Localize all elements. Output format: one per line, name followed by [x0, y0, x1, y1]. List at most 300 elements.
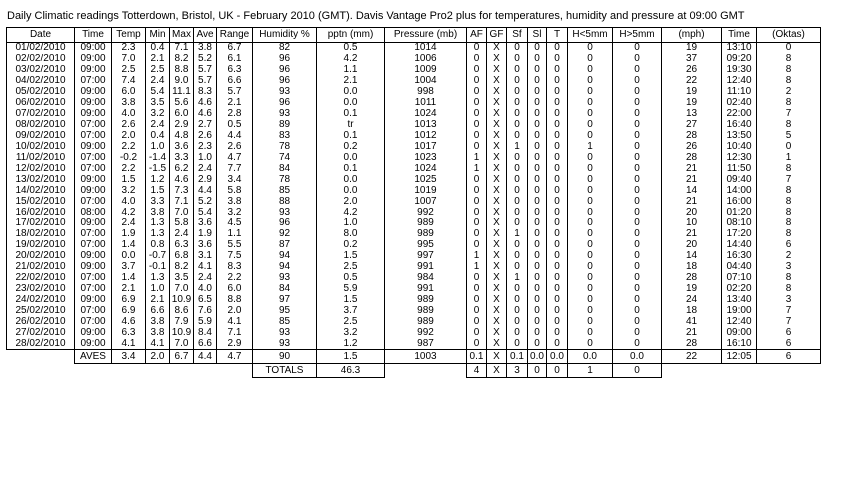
cell-af: 0	[467, 240, 487, 251]
average-ave: 4.4	[194, 350, 217, 364]
table-row	[7, 131, 821, 142]
cell-gust-time: 12:40	[722, 316, 757, 327]
totals-blank	[112, 364, 146, 378]
cell-ave: 3.6	[194, 240, 217, 251]
cell-h-lt5: 0	[568, 54, 613, 65]
cell-max-gust: 19	[662, 284, 722, 295]
total-sf: 3	[507, 364, 528, 378]
cell-cloud-cover: 7	[757, 109, 821, 120]
cell-gust-time: 09:40	[722, 174, 757, 185]
cell-humidity: 93	[253, 207, 317, 218]
cell-t: 0	[547, 338, 568, 349]
cell-gf: X	[487, 306, 507, 317]
cell-ave: 4.6	[194, 109, 217, 120]
cell-gf: X	[487, 120, 507, 131]
cell-pptn: 0.1	[317, 131, 385, 142]
cell-max: 10.9	[170, 295, 194, 306]
cell-max: 3.5	[170, 273, 194, 284]
cell-humidity: 82	[253, 43, 317, 54]
cell-temp: 7.0	[112, 54, 146, 65]
average-af: 0.1	[467, 350, 487, 364]
cell-sf: 0	[507, 131, 528, 142]
cell-pptn: 0.1	[317, 109, 385, 120]
table-row	[7, 240, 821, 251]
cell-humidity: 83	[253, 131, 317, 142]
cell-time: 09:00	[75, 185, 112, 196]
cell-pressure: 1004	[385, 76, 467, 87]
cell-sf: 0	[507, 295, 528, 306]
cell-ave: 2.9	[194, 174, 217, 185]
cell-pptn: 0.5	[317, 273, 385, 284]
cell-h-lt5: 0	[568, 240, 613, 251]
cell-max: 8.8	[170, 65, 194, 76]
col-header-gf: GF	[487, 28, 507, 43]
cell-range: 2.0	[217, 306, 253, 317]
cell-max-gust: 20	[662, 240, 722, 251]
cell-t: 0	[547, 152, 568, 163]
cell-pressure: 991	[385, 262, 467, 273]
cell-date: 24/02/2010	[7, 295, 75, 306]
cell-date: 16/02/2010	[7, 207, 75, 218]
cell-cloud-cover: 7	[757, 316, 821, 327]
cell-h-gt5: 0	[613, 295, 662, 306]
cell-temp: 1.9	[112, 229, 146, 240]
cell-max: 3.6	[170, 141, 194, 152]
cell-max: 3.3	[170, 152, 194, 163]
cell-max-gust: 21	[662, 327, 722, 338]
cell-pptn: 2.1	[317, 76, 385, 87]
cell-pptn: 1.2	[317, 338, 385, 349]
cell-t: 0	[547, 65, 568, 76]
cell-sf: 0	[507, 43, 528, 54]
table-row	[7, 152, 821, 163]
cell-af: 0	[467, 229, 487, 240]
cell-temp: 2.4	[112, 218, 146, 229]
cell-pptn: 1.5	[317, 251, 385, 262]
cell-sl: 0	[528, 65, 547, 76]
cell-date: 17/02/2010	[7, 218, 75, 229]
cell-max-gust: 28	[662, 131, 722, 142]
cell-pressure: 1012	[385, 131, 467, 142]
col-header-max: Max	[170, 28, 194, 43]
cell-min: 0.8	[146, 240, 170, 251]
table-row	[7, 98, 821, 109]
average-cloud-cover: 6	[757, 350, 821, 364]
cell-t: 0	[547, 76, 568, 87]
cell-gust-time: 10:40	[722, 141, 757, 152]
cell-sf: 0	[507, 218, 528, 229]
cell-gf: X	[487, 185, 507, 196]
cell-sl: 0	[528, 295, 547, 306]
cell-sl: 0	[528, 43, 547, 54]
cell-time: 07:00	[75, 229, 112, 240]
cell-time: 07:00	[75, 306, 112, 317]
cell-t: 0	[547, 87, 568, 98]
cell-min: -1.5	[146, 163, 170, 174]
table-row	[7, 54, 821, 65]
table-row	[7, 207, 821, 218]
cell-h-gt5: 0	[613, 174, 662, 185]
cell-pressure: 1023	[385, 152, 467, 163]
cell-time: 09:00	[75, 54, 112, 65]
table-row	[7, 306, 821, 317]
cell-h-lt5: 0	[568, 229, 613, 240]
cell-gf: X	[487, 207, 507, 218]
cell-max: 7.1	[170, 43, 194, 54]
cell-time: 07:00	[75, 131, 112, 142]
cell-af: 0	[467, 120, 487, 131]
cell-sl: 0	[528, 131, 547, 142]
cell-sl: 0	[528, 185, 547, 196]
table-row	[7, 338, 821, 349]
cell-gust-time: 16:40	[722, 120, 757, 131]
cell-time: 09:00	[75, 262, 112, 273]
cell-temp: 2.2	[112, 141, 146, 152]
cell-t: 0	[547, 196, 568, 207]
cell-af: 0	[467, 295, 487, 306]
cell-h-gt5: 0	[613, 273, 662, 284]
cell-temp: 2.1	[112, 284, 146, 295]
cell-cloud-cover: 8	[757, 163, 821, 174]
cell-gust-time: 02:40	[722, 98, 757, 109]
cell-pressure: 1013	[385, 120, 467, 131]
cell-min: 3.8	[146, 316, 170, 327]
cell-min: 1.3	[146, 229, 170, 240]
cell-af: 0	[467, 207, 487, 218]
cell-t: 0	[547, 141, 568, 152]
cell-h-gt5: 0	[613, 327, 662, 338]
cell-gf: X	[487, 327, 507, 338]
cell-t: 0	[547, 98, 568, 109]
cell-gust-time: 13:10	[722, 43, 757, 54]
cell-temp: 4.0	[112, 109, 146, 120]
cell-af: 0	[467, 131, 487, 142]
cell-temp: -0.2	[112, 152, 146, 163]
cell-min: 0.4	[146, 131, 170, 142]
col-header-cloud	[757, 28, 821, 43]
cell-h-gt5: 0	[613, 54, 662, 65]
average-humidity: 90	[253, 350, 317, 364]
cell-humidity: 97	[253, 295, 317, 306]
cell-time: 09:00	[75, 174, 112, 185]
cell-t: 0	[547, 240, 568, 251]
table-row	[7, 229, 821, 240]
cell-range: 2.9	[217, 338, 253, 349]
cell-temp: 3.2	[112, 185, 146, 196]
cell-date: 14/02/2010	[7, 185, 75, 196]
table-row	[7, 295, 821, 306]
cell-ave: 5.7	[194, 76, 217, 87]
cell-min: 2.4	[146, 120, 170, 131]
cell-pptn: 0.0	[317, 98, 385, 109]
average-sf: 0.1	[507, 350, 528, 364]
totals-blank	[170, 364, 194, 378]
cell-af: 0	[467, 316, 487, 327]
total-pptn: 46.3	[317, 364, 385, 378]
cell-h-lt5: 0	[568, 98, 613, 109]
cell-gust-time: 11:10	[722, 87, 757, 98]
cell-sl: 0	[528, 98, 547, 109]
cell-af: 0	[467, 87, 487, 98]
cell-h-gt5: 0	[613, 87, 662, 98]
cell-gf: X	[487, 87, 507, 98]
cell-sf: 0	[507, 163, 528, 174]
cell-h-lt5: 0	[568, 163, 613, 174]
cell-time: 09:00	[75, 141, 112, 152]
cell-date: 03/02/2010	[7, 65, 75, 76]
cell-date: 09/02/2010	[7, 131, 75, 142]
cell-pressure: 1017	[385, 141, 467, 152]
cell-gf: X	[487, 152, 507, 163]
cell-sf: 1	[507, 229, 528, 240]
cell-sl: 0	[528, 284, 547, 295]
cell-ave: 5.4	[194, 207, 217, 218]
cell-pressure: 998	[385, 87, 467, 98]
average-max-gust: 22	[662, 350, 722, 364]
average-sl: 0.0	[528, 350, 547, 364]
cell-date: 08/02/2010	[7, 120, 75, 131]
page-title: Daily Climatic readings Totterdown, Bristol, UK - February 2010 (GMT). Davis Vantage Pro2 plus for temperatures, humidity and pressure at 09:00 GMT	[7, 10, 745, 22]
cell-sl: 0	[528, 207, 547, 218]
average-min: 2.0	[146, 350, 170, 364]
cell-h-gt5: 0	[613, 251, 662, 262]
cell-gf: X	[487, 98, 507, 109]
cell-gust-time: 19:30	[722, 65, 757, 76]
cell-max-gust: 22	[662, 76, 722, 87]
cell-sl: 0	[528, 316, 547, 327]
cell-t: 0	[547, 120, 568, 131]
cell-max: 7.0	[170, 338, 194, 349]
cell-gust-time: 13:40	[722, 295, 757, 306]
cell-sf: 0	[507, 316, 528, 327]
cell-humidity: 96	[253, 218, 317, 229]
cell-gf: X	[487, 284, 507, 295]
cell-af: 0	[467, 338, 487, 349]
average-gf: X	[487, 350, 507, 364]
table-row	[7, 316, 821, 327]
cell-pptn: 0.2	[317, 240, 385, 251]
col-header-sl: Sl	[528, 28, 547, 43]
cell-humidity: 96	[253, 65, 317, 76]
cell-pptn: 1.5	[317, 295, 385, 306]
cell-time: 07:00	[75, 120, 112, 131]
cell-date: 11/02/2010	[7, 152, 75, 163]
cell-max-gust: 19	[662, 43, 722, 54]
cell-h-gt5: 0	[613, 316, 662, 327]
cell-time: 07:00	[75, 76, 112, 87]
table-row	[7, 327, 821, 338]
cell-t: 0	[547, 174, 568, 185]
cell-temp: 3.7	[112, 262, 146, 273]
cell-max-gust: 20	[662, 207, 722, 218]
cell-af: 0	[467, 109, 487, 120]
cell-date: 12/02/2010	[7, 163, 75, 174]
total-gf: X	[487, 364, 507, 378]
cell-cloud-cover: 2	[757, 87, 821, 98]
cell-gust-time: 07:10	[722, 273, 757, 284]
cell-max: 4.6	[170, 174, 194, 185]
cell-cloud-cover: 0	[757, 141, 821, 152]
cell-gf: X	[487, 229, 507, 240]
cell-sl: 0	[528, 87, 547, 98]
cell-gust-time: 13:50	[722, 131, 757, 142]
totals-blank	[194, 364, 217, 378]
cell-h-lt5: 0	[568, 65, 613, 76]
cell-ave: 5.9	[194, 316, 217, 327]
cell-af: 0	[467, 65, 487, 76]
cell-af: 0	[467, 76, 487, 87]
cell-sf: 0	[507, 120, 528, 131]
cell-max-gust: 19	[662, 87, 722, 98]
cell-t: 0	[547, 43, 568, 54]
cell-pressure: 984	[385, 273, 467, 284]
cell-h-lt5: 0	[568, 251, 613, 262]
cell-sl: 0	[528, 251, 547, 262]
cell-h-lt5: 0	[568, 295, 613, 306]
cell-temp: 6.9	[112, 306, 146, 317]
totals-blank	[146, 364, 170, 378]
cell-time: 07:00	[75, 152, 112, 163]
cell-h-gt5: 0	[613, 338, 662, 349]
cell-sl: 0	[528, 306, 547, 317]
cell-sf: 0	[507, 76, 528, 87]
cell-cloud-cover: 2	[757, 251, 821, 262]
cell-sf: 0	[507, 262, 528, 273]
table-row	[7, 163, 821, 174]
cell-range: 5.8	[217, 185, 253, 196]
cell-t: 0	[547, 295, 568, 306]
cell-pptn: 0.0	[317, 87, 385, 98]
cell-sf: 0	[507, 65, 528, 76]
cell-time: 07:00	[75, 273, 112, 284]
cell-gust-time: 12:30	[722, 152, 757, 163]
cell-pressure: 1025	[385, 174, 467, 185]
cell-ave: 3.1	[194, 251, 217, 262]
cell-humidity: 93	[253, 338, 317, 349]
cell-humidity: 96	[253, 76, 317, 87]
cell-max: 7.0	[170, 207, 194, 218]
cell-range: 2.8	[217, 109, 253, 120]
cell-min: 1.2	[146, 174, 170, 185]
cell-time: 09:00	[75, 295, 112, 306]
cell-pressure: 987	[385, 338, 467, 349]
cell-h-gt5: 0	[613, 65, 662, 76]
average-h-lt5: 0.0	[568, 350, 613, 364]
cell-h-gt5: 0	[613, 306, 662, 317]
cell-range: 0.5	[217, 120, 253, 131]
cell-af: 0	[467, 54, 487, 65]
cell-sl: 0	[528, 273, 547, 284]
totals-blank	[662, 364, 722, 378]
cell-time: 09:00	[75, 218, 112, 229]
cell-pressure: 995	[385, 240, 467, 251]
cell-time: 09:00	[75, 327, 112, 338]
cell-max-gust: 18	[662, 262, 722, 273]
cell-af: 1	[467, 152, 487, 163]
cell-max: 8.6	[170, 306, 194, 317]
cell-h-gt5: 0	[613, 131, 662, 142]
cell-ave: 1.0	[194, 152, 217, 163]
total-t: 0	[547, 364, 568, 378]
cell-max: 6.8	[170, 251, 194, 262]
cell-cloud-cover: 6	[757, 327, 821, 338]
cell-humidity: 84	[253, 284, 317, 295]
cell-gust-time: 16:30	[722, 251, 757, 262]
table-row	[7, 185, 821, 196]
cell-t: 0	[547, 306, 568, 317]
cell-sl: 0	[528, 262, 547, 273]
cell-range: 3.8	[217, 196, 253, 207]
cell-time: 09:00	[75, 65, 112, 76]
average-t: 0.0	[547, 350, 568, 364]
table-row	[7, 76, 821, 87]
cell-gf: X	[487, 338, 507, 349]
table-row	[7, 174, 821, 185]
cell-gust-time: 14:00	[722, 185, 757, 196]
cell-date: 04/02/2010	[7, 76, 75, 87]
cell-h-gt5: 0	[613, 163, 662, 174]
cell-af: 0	[467, 98, 487, 109]
table-row	[7, 262, 821, 273]
cell-h-lt5: 0	[568, 196, 613, 207]
cell-sf: 0	[507, 327, 528, 338]
total-h-lt5: 1	[568, 364, 613, 378]
cell-cloud-cover: 5	[757, 131, 821, 142]
cell-h-lt5: 0	[568, 87, 613, 98]
table-row	[7, 141, 821, 152]
cell-cloud-cover: 8	[757, 54, 821, 65]
cell-cloud-cover: 8	[757, 207, 821, 218]
cell-pptn: 0.0	[317, 185, 385, 196]
cell-temp: 2.5	[112, 65, 146, 76]
cell-ave: 4.6	[194, 98, 217, 109]
cell-range: 6.6	[217, 76, 253, 87]
cell-pptn: 2.5	[317, 262, 385, 273]
cell-h-gt5: 0	[613, 76, 662, 87]
cell-min: 4.1	[146, 338, 170, 349]
cell-pressure: 1019	[385, 185, 467, 196]
cell-max-gust: 18	[662, 306, 722, 317]
cell-af: 1	[467, 251, 487, 262]
cell-date: 23/02/2010	[7, 284, 75, 295]
cell-pressure: 1024	[385, 109, 467, 120]
cell-date: 25/02/2010	[7, 306, 75, 317]
cell-sf: 0	[507, 251, 528, 262]
cell-pptn: 4.2	[317, 54, 385, 65]
cell-min: 3.8	[146, 327, 170, 338]
cell-range: 6.0	[217, 284, 253, 295]
cell-range: 4.1	[217, 316, 253, 327]
cell-max: 10.9	[170, 327, 194, 338]
totals-label: TOTALS	[253, 364, 317, 378]
cell-range: 4.4	[217, 131, 253, 142]
cell-range: 6.3	[217, 65, 253, 76]
cell-sf: 0	[507, 196, 528, 207]
cell-gust-time: 16:00	[722, 196, 757, 207]
cell-pptn: 5.9	[317, 284, 385, 295]
climate-table	[6, 27, 821, 378]
cell-max-gust: 21	[662, 163, 722, 174]
cell-pressure: 991	[385, 284, 467, 295]
cell-pressure: 1014	[385, 43, 467, 54]
totals-blank	[385, 364, 467, 378]
cell-sl: 0	[528, 218, 547, 229]
cell-h-lt5: 0	[568, 218, 613, 229]
header-row	[7, 28, 821, 43]
cell-max: 6.0	[170, 109, 194, 120]
cell-pressure: 997	[385, 251, 467, 262]
cell-t: 0	[547, 262, 568, 273]
